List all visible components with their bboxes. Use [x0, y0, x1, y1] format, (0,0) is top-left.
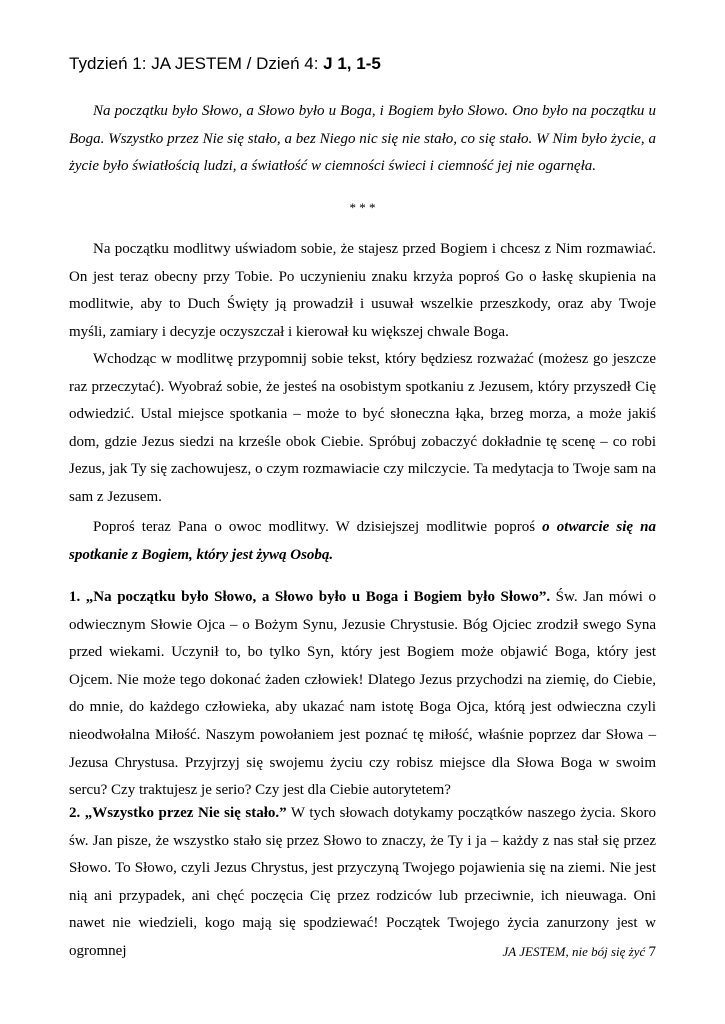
point-2	[69, 800, 656, 966]
petition-paragraph	[69, 514, 656, 569]
petition-text: Poproś teraz Pana o owoc modlitwy. W dzisiejszej modlitwie poproś	[93, 519, 543, 535]
footer-title: JA JESTEM, nie bój się żyć	[502, 944, 646, 959]
scripture-reference: J 1, 1-5	[323, 54, 381, 73]
page-number: 7	[648, 944, 656, 960]
point-1	[69, 584, 656, 805]
intro-paragraph-2: Wchodząc w modlitwę przypomnij sobie tekst, który będziesz rozważać (możesz go jeszcze raz przeczytać). Wyobraź sobie, że jesteś na osobistym spotkaniu z Jezusem, który przyszedł Cię odwiedzić. Ustal miejsce spotkania – może to być słoneczna łąka, brzeg morza, a może jakiś dom, gdzie Jezus siedzi na krześle obok Ciebie. Spróbuj zobaczyć dokładnie tę scenę – co robi Jezus, jak Ty się zachowujesz, o czym rozmawiacie czy milczycie. Ta medytacja to Twoje sam na sam z Jezusem.	[69, 351, 656, 505]
title-prefix: Tydzień 1: JA JESTEM / Dzień 4:	[69, 54, 324, 73]
intro-paragraph-1: Na początku modlitwy uświadom sobie, że stajesz przed Bogiem i chcesz z Nim rozmawiać. On jest teraz obecny przy Tobie. Po uczynieniu znaku krzyża poproś Go o łaskę skupienia na modlitwie, aby to Duch Święty ją prowadził i usuwał wszelkie przeszkody, oraz aby Twoje myśli, zamiary i decyzje oczyszczał i kierował ku większej chwale Boga.	[69, 241, 656, 340]
point-1-title: 1. „Na początku było Słowo, a Słowo było u Boga i Bogiem było Słowo”.	[69, 589, 551, 605]
page-footer	[503, 944, 656, 961]
point-2-title: 2. „Wszystko przez Nie się stało.”	[69, 805, 287, 821]
page-title	[69, 54, 381, 74]
point-1-body: Św. Jan mówi o odwiecznym Słowie Ojca – o Bożym Synu, Jezusie Chrystusie. Bóg Ojciec zrodził swego Syna przed wiekami. Uczynił to, bo tylko Syn, który jest Bogiem może objawić Boga, który jest Ojcem. Nie może tego dokonać żaden człowiek! Dlatego Jezus przychodzi na ziemię, do Ciebie, do mnie, do każdego człowieka, aby ukazać nam istotę Boga Ojca, którą jest odwieczna czyli nieodwołalna Miłość. Naszym powołaniem jest poznać tę miłość, właśnie poprzez dar Słowa – Jezusa Chrystusa. Przyjrzyj się swojemu życiu czy robisz miejsce dla Słowa Boga w swoim sercu? Czy traktujesz je serio? Czy jest dla Ciebie autorytetem?	[69, 589, 656, 799]
petition-emphasis: o otwarcie się na spotkanie z Bogiem, który jest żywą Osobą.	[69, 519, 657, 563]
point-2-body: W tych słowach dotykamy początków naszego życia. Skoro św. Jan pisze, że wszystko stało się przez Słowo to znaczy, że Ty i ja – każdy z nas stał się przez Słowo. To Słowo, czyli Jezus Chrystus, jest przyczyną Twojego pojawienia się na ziemi. Nie jest nią ani przypadek, ani chęć poczęcia Cię przez rodziców lub przeciwnie, ich nieuwaga. Oni nawet nie wiedzieli, kogo mają się spodziewać! Początek Twojego życia zanurzony jest w ogromnej	[69, 805, 656, 959]
scripture-quote: Na początku było Słowo, a Słowo było u Boga, i Bogiem było Słowo. Ono było na początku u Boga. Wszystko przez Nie się stało, a bez Niego nic się nie stało, co się stało. W Nim było życie, a życie było światłością ludzi, a światłość w ciemności świeci i ciemność jej nie ogarnęła.	[69, 103, 656, 175]
section-separator: * * *	[349, 200, 376, 215]
